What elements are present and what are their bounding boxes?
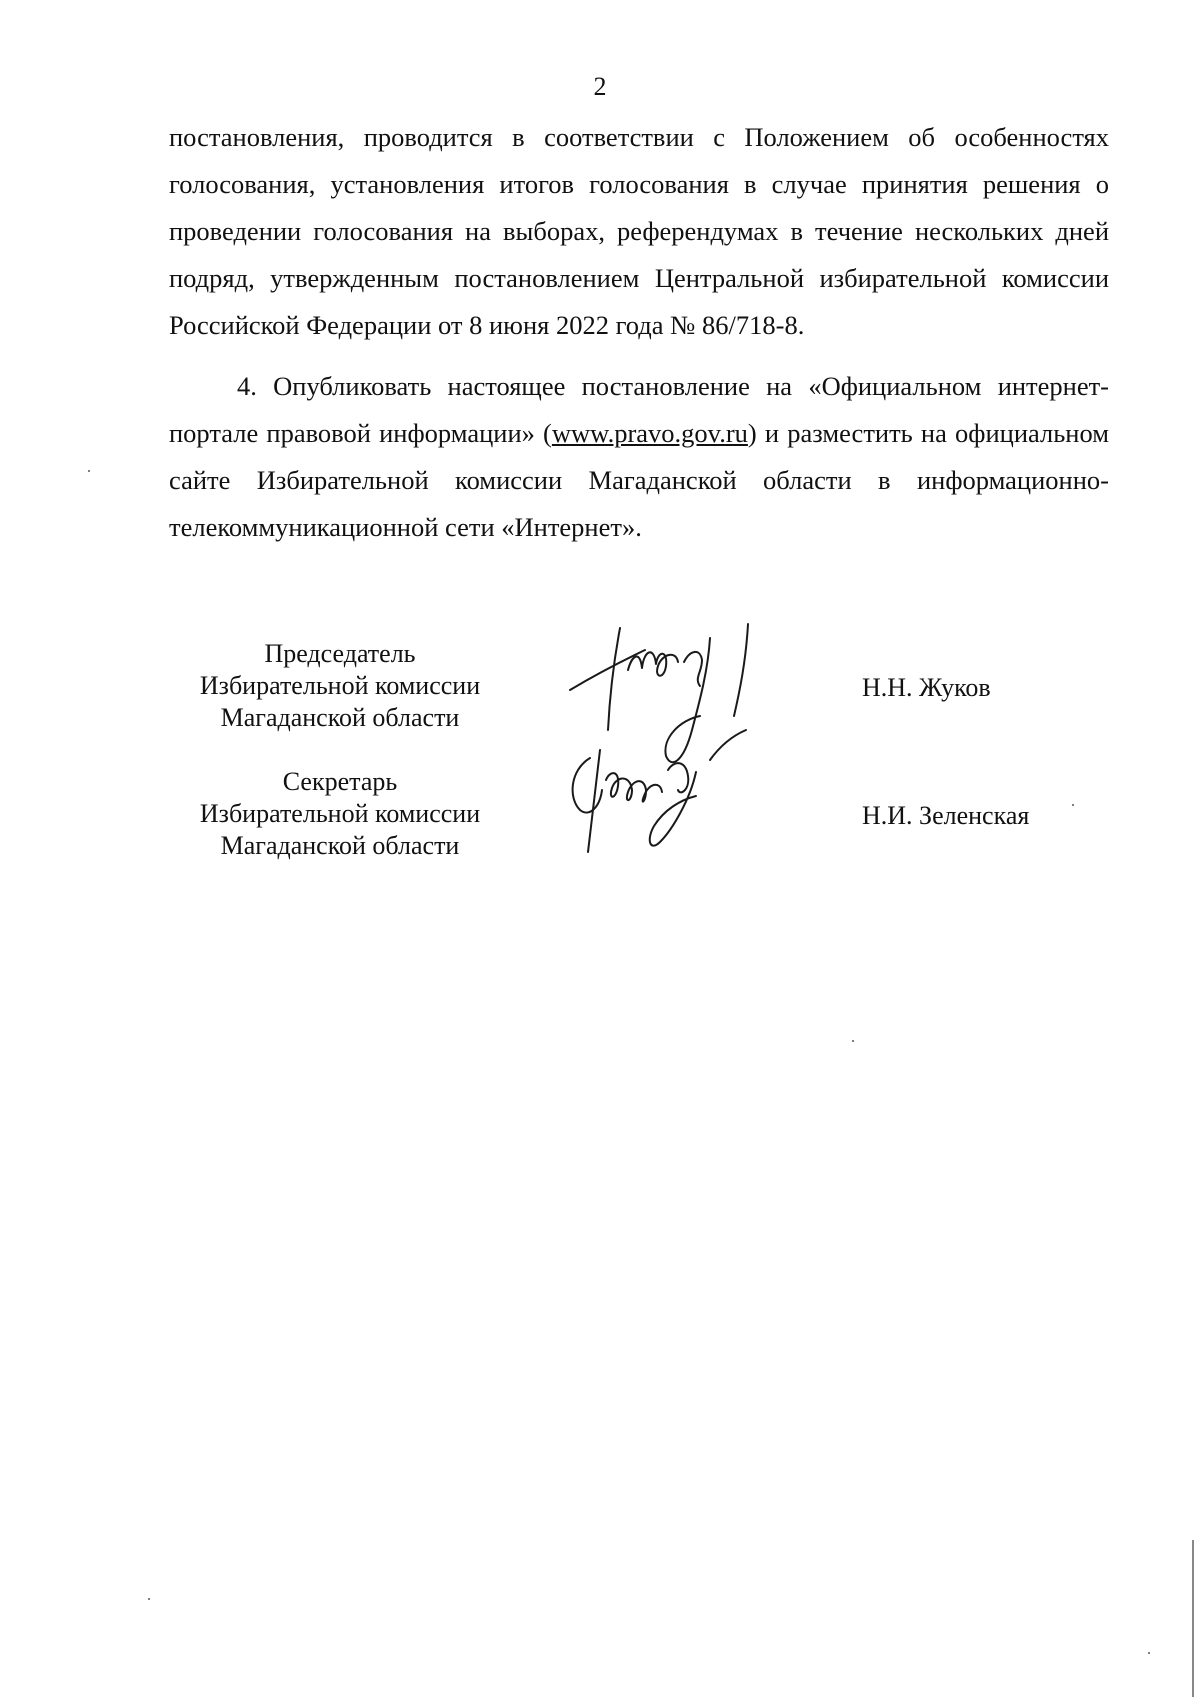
secretary-signature-stroke <box>606 773 662 802</box>
page-number: 2 <box>593 72 607 101</box>
chairman-signature-stroke <box>628 652 678 675</box>
secretary-title-line: Магаданской области <box>220 831 460 860</box>
scan-edge-line <box>1192 1540 1194 1697</box>
scan-speck <box>88 470 90 472</box>
secretary-title-line: Секретарь <box>282 767 398 796</box>
handwritten-signatures <box>550 620 810 890</box>
scan-speck <box>852 1040 854 1042</box>
chairman-signature-stroke <box>570 650 645 690</box>
paragraph-continuation: постановления, проводится в соответствии с Положением об особенностях голосования, установления итогов голосования в случае принятия решения о проведении голосования на выборах, референдумах в течение нескольких дней подряд, утвержденным постановлением Центральной избирательной комиссии Российской Федерации от 8 июня 2022 года № 86/718-8. <box>169 122 1109 340</box>
secretary-title-line: Избирательной комиссии <box>199 799 481 828</box>
chairman-name: Н.Н. Жуков <box>862 673 991 702</box>
secretary-signature-stroke <box>668 763 688 792</box>
pravo-gov-link[interactable]: www.pravo.gov.ru <box>551 418 748 448</box>
paragraph-publication <box>169 363 1109 551</box>
chairman-title-line: Магаданской области <box>220 703 460 732</box>
chairman-title-line: Избирательной комиссии <box>199 671 481 700</box>
chairman-title-line: Председатель <box>264 639 416 668</box>
paragraph-publication-text: 4. Опубликовать настоящее постановление на «Официальном интернет-портале правовой информации» ( <box>169 371 1109 448</box>
chairman-signature-stroke <box>734 624 748 716</box>
paragraph-publication-text-end: ) и разместить на официальном сайте Избирательной комиссии Магаданской области в информационно-телекоммуникационной сети «Интернет». <box>169 418 1110 542</box>
secretary-title-block <box>160 766 520 862</box>
chairman-signature-stroke <box>684 652 702 686</box>
chairman-signature-stroke <box>608 628 620 730</box>
scan-speck <box>1072 804 1074 806</box>
scan-speck <box>1148 1652 1150 1654</box>
secretary-name: Н.И. Зеленская <box>862 801 1030 830</box>
secretary-signature-stroke <box>710 730 746 760</box>
chairman-title-block <box>160 638 520 734</box>
scan-speck <box>148 1598 150 1600</box>
